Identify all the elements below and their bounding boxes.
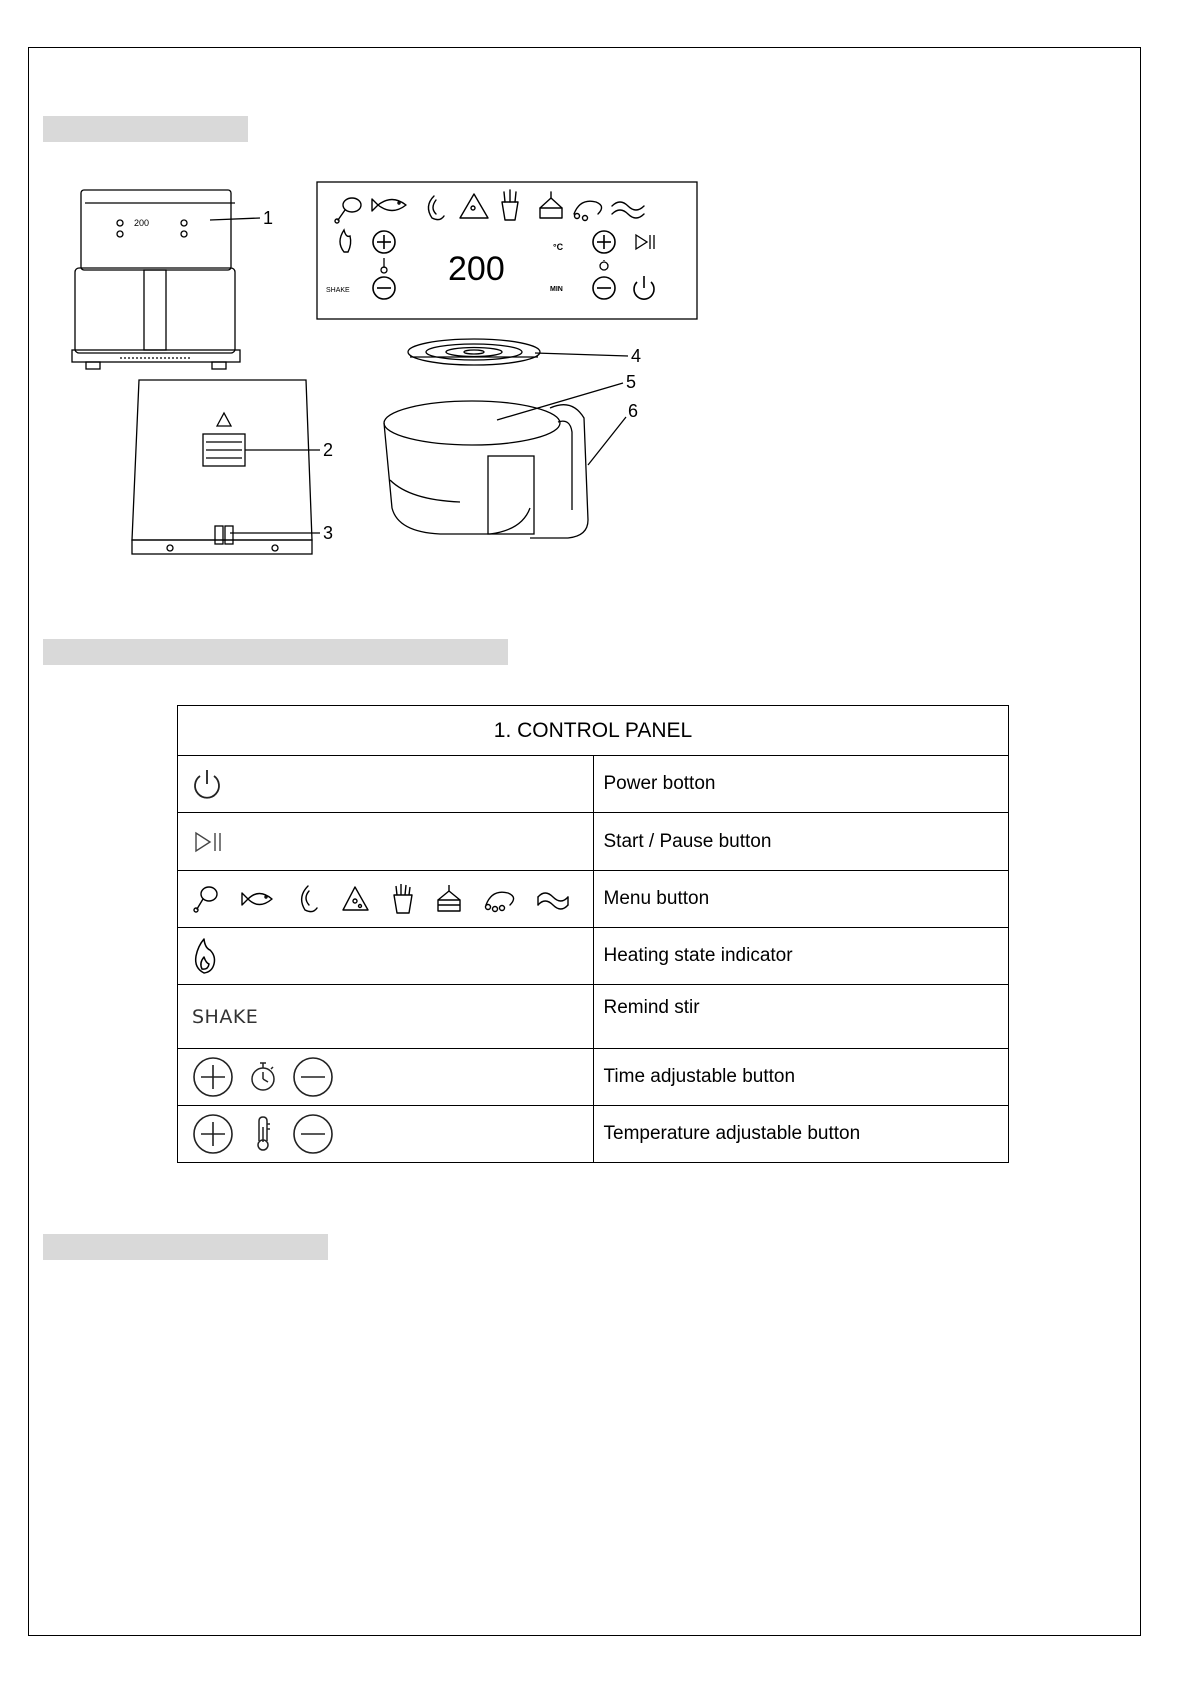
table-icon-cell bbox=[178, 813, 594, 871]
control-panel-table bbox=[177, 705, 1009, 1163]
flame-icon bbox=[192, 936, 218, 976]
table-icon-cell bbox=[178, 928, 594, 985]
table-title-row bbox=[178, 706, 1009, 756]
control-panel-diagram bbox=[317, 182, 697, 319]
bacon-icon bbox=[612, 202, 644, 218]
section-heading-bar-1 bbox=[43, 116, 248, 142]
panel-menu-icons bbox=[335, 190, 644, 223]
panel-shake-label: SHAKE bbox=[326, 287, 350, 294]
pizza-icon bbox=[340, 884, 370, 914]
play-pause-icon bbox=[192, 830, 226, 854]
table-label: Menu button bbox=[593, 871, 1009, 928]
svg-text:3: 3 bbox=[323, 523, 334, 543]
callout-1 bbox=[210, 208, 273, 228]
table-row bbox=[178, 756, 1009, 813]
sausage-icon bbox=[574, 201, 602, 220]
fryer-back-view bbox=[132, 380, 312, 554]
table-row bbox=[178, 871, 1009, 928]
fries-icon bbox=[502, 190, 518, 220]
plus-icon bbox=[192, 1113, 234, 1155]
control-panel-table-wrap bbox=[177, 705, 1009, 1163]
section-heading-bar-2 bbox=[43, 639, 508, 665]
minus-icon bbox=[292, 1056, 334, 1098]
product-diagram bbox=[60, 170, 700, 590]
table-icon-cell bbox=[178, 871, 594, 928]
table-icon-cell bbox=[178, 756, 594, 813]
power-icon bbox=[192, 767, 222, 801]
shake-indicator: SHAKE bbox=[192, 1005, 259, 1028]
table-icon-cell bbox=[178, 1049, 594, 1106]
shrimp-icon bbox=[428, 196, 444, 220]
panel-play-pause-button[interactable] bbox=[636, 235, 654, 249]
thermometer-icon bbox=[248, 1115, 278, 1153]
cake-icon bbox=[436, 883, 462, 915]
callout-6 bbox=[588, 401, 638, 465]
table-title: 1. CONTROL PANEL bbox=[178, 706, 1009, 756]
panel-timer-icon bbox=[600, 260, 608, 270]
cake-icon bbox=[540, 192, 562, 218]
svg-text:2: 2 bbox=[323, 440, 334, 460]
svg-text:1: 1 bbox=[263, 208, 274, 228]
callout-5 bbox=[497, 372, 639, 421]
fryer-basket bbox=[384, 401, 588, 538]
chicken-leg-icon bbox=[335, 198, 361, 223]
minus-icon bbox=[292, 1113, 334, 1155]
table-row bbox=[178, 813, 1009, 871]
svg-text:5: 5 bbox=[626, 372, 637, 392]
svg-text:6: 6 bbox=[628, 401, 639, 421]
table-icon-cell bbox=[178, 1106, 594, 1163]
fish-icon bbox=[240, 884, 274, 914]
callout-2 bbox=[245, 440, 333, 460]
fish-icon bbox=[372, 199, 406, 211]
sausage-icon bbox=[482, 885, 516, 913]
bacon-icon bbox=[536, 885, 570, 913]
table-row bbox=[178, 985, 1009, 1049]
table-icon-cell bbox=[178, 985, 594, 1049]
svg-text:4: 4 bbox=[631, 346, 642, 366]
panel-time-plus-button[interactable] bbox=[593, 231, 615, 253]
product-diagram-svg bbox=[60, 170, 700, 590]
fryer-front-view bbox=[72, 190, 240, 369]
svg-text:200: 200 bbox=[134, 218, 150, 228]
plus-icon bbox=[192, 1056, 234, 1098]
panel-time-minus-button[interactable] bbox=[593, 277, 615, 299]
panel-power-button[interactable] bbox=[634, 276, 654, 299]
fries-icon bbox=[390, 883, 416, 915]
table-label: Temperature adjustable button bbox=[593, 1106, 1009, 1163]
crisper-plate bbox=[408, 339, 540, 365]
section-heading-bar-3 bbox=[43, 1234, 328, 1260]
panel-thermometer-icon bbox=[381, 258, 387, 273]
table-row bbox=[178, 928, 1009, 985]
panel-display-value: 200 bbox=[448, 250, 505, 288]
panel-unit-minutes: MIN bbox=[550, 286, 563, 293]
shrimp-icon bbox=[294, 883, 320, 915]
timer-icon bbox=[248, 1060, 278, 1094]
table-label: Power botton bbox=[593, 756, 1009, 813]
table-label: Remind stir bbox=[593, 985, 1009, 1049]
table-label: Start / Pause button bbox=[593, 813, 1009, 871]
pizza-icon bbox=[460, 194, 488, 218]
table-row bbox=[178, 1049, 1009, 1106]
table-label: Heating state indicator bbox=[593, 928, 1009, 985]
chicken-leg-icon bbox=[192, 883, 220, 915]
table-label: Time adjustable button bbox=[593, 1049, 1009, 1106]
panel-unit-celsius: °C bbox=[553, 242, 564, 252]
panel-flame-icon bbox=[340, 230, 351, 252]
table-row bbox=[178, 1106, 1009, 1163]
panel-temp-plus-button[interactable] bbox=[373, 231, 395, 253]
callout-4 bbox=[535, 346, 641, 366]
panel-temp-minus-button[interactable] bbox=[373, 277, 395, 299]
